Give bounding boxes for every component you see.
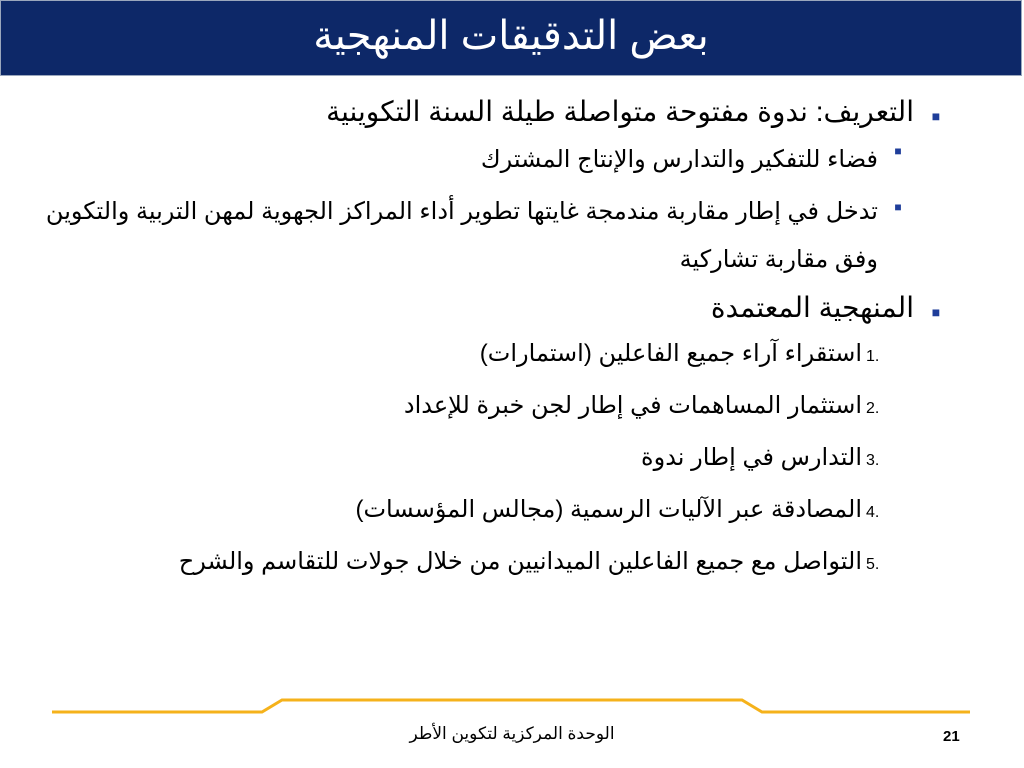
methodology-text: المنهجية المعتمدة	[710, 292, 914, 323]
definition-sub-list	[30, 132, 950, 284]
sub-bullet-text: تدخل في إطار مقاربة مندمجة غايتها تطوير أداء المراكز الجهوية لمهن التربية والتكوين وفق مقاربة تشاركية	[45, 198, 878, 273]
step-text: المصادقة عبر الآليات الرسمية (مجالس المؤسسات)	[355, 496, 862, 523]
page-number: 21	[943, 728, 960, 745]
step-text: استقراء آراء جميع الفاعلين (استمارات)	[479, 340, 862, 367]
step-text: التواصل مع جميع الفاعلين الميدانيين من خلال جولات للتقاسم والشرح	[178, 548, 862, 575]
step-4	[30, 484, 918, 536]
step-number: 3.	[866, 452, 880, 469]
definition-text: التعريف: ندوة مفتوحة متواصلة طيلة السنة التكوينية	[326, 96, 914, 127]
footer-text: الوحدة المركزية لتكوين الأطر	[409, 724, 615, 743]
step-5	[30, 536, 918, 588]
square-bullet-icon: ■	[931, 108, 941, 124]
sub-bullet-1	[30, 132, 912, 188]
title-bar	[0, 0, 1022, 76]
square-bullet-icon: ■	[931, 304, 941, 320]
step-number: 4.	[866, 504, 880, 521]
bullet-definition	[30, 92, 950, 132]
step-number: 5.	[866, 556, 880, 573]
sub-bullet-2	[30, 188, 912, 284]
footer-divider	[52, 695, 970, 719]
sub-bullet-text: فضاء للتفكير والتدارس والإنتاج المشترك	[480, 146, 878, 173]
square-bullet-icon: ■	[894, 144, 902, 158]
slide-content	[30, 92, 950, 588]
step-1	[30, 328, 918, 380]
step-2	[30, 380, 918, 432]
step-number: 1.	[866, 348, 880, 365]
bullet-methodology	[30, 288, 950, 328]
step-3	[30, 432, 918, 484]
step-text: استثمار المساهمات في إطار لجن خبرة للإعداد	[403, 392, 862, 419]
step-text: التدارس في إطار ندوة	[641, 444, 862, 471]
methodology-steps	[30, 328, 950, 588]
step-number: 2.	[866, 400, 880, 417]
slide-title: بعض التدقيقات المنهجية	[313, 14, 709, 58]
square-bullet-icon: ■	[894, 200, 902, 214]
